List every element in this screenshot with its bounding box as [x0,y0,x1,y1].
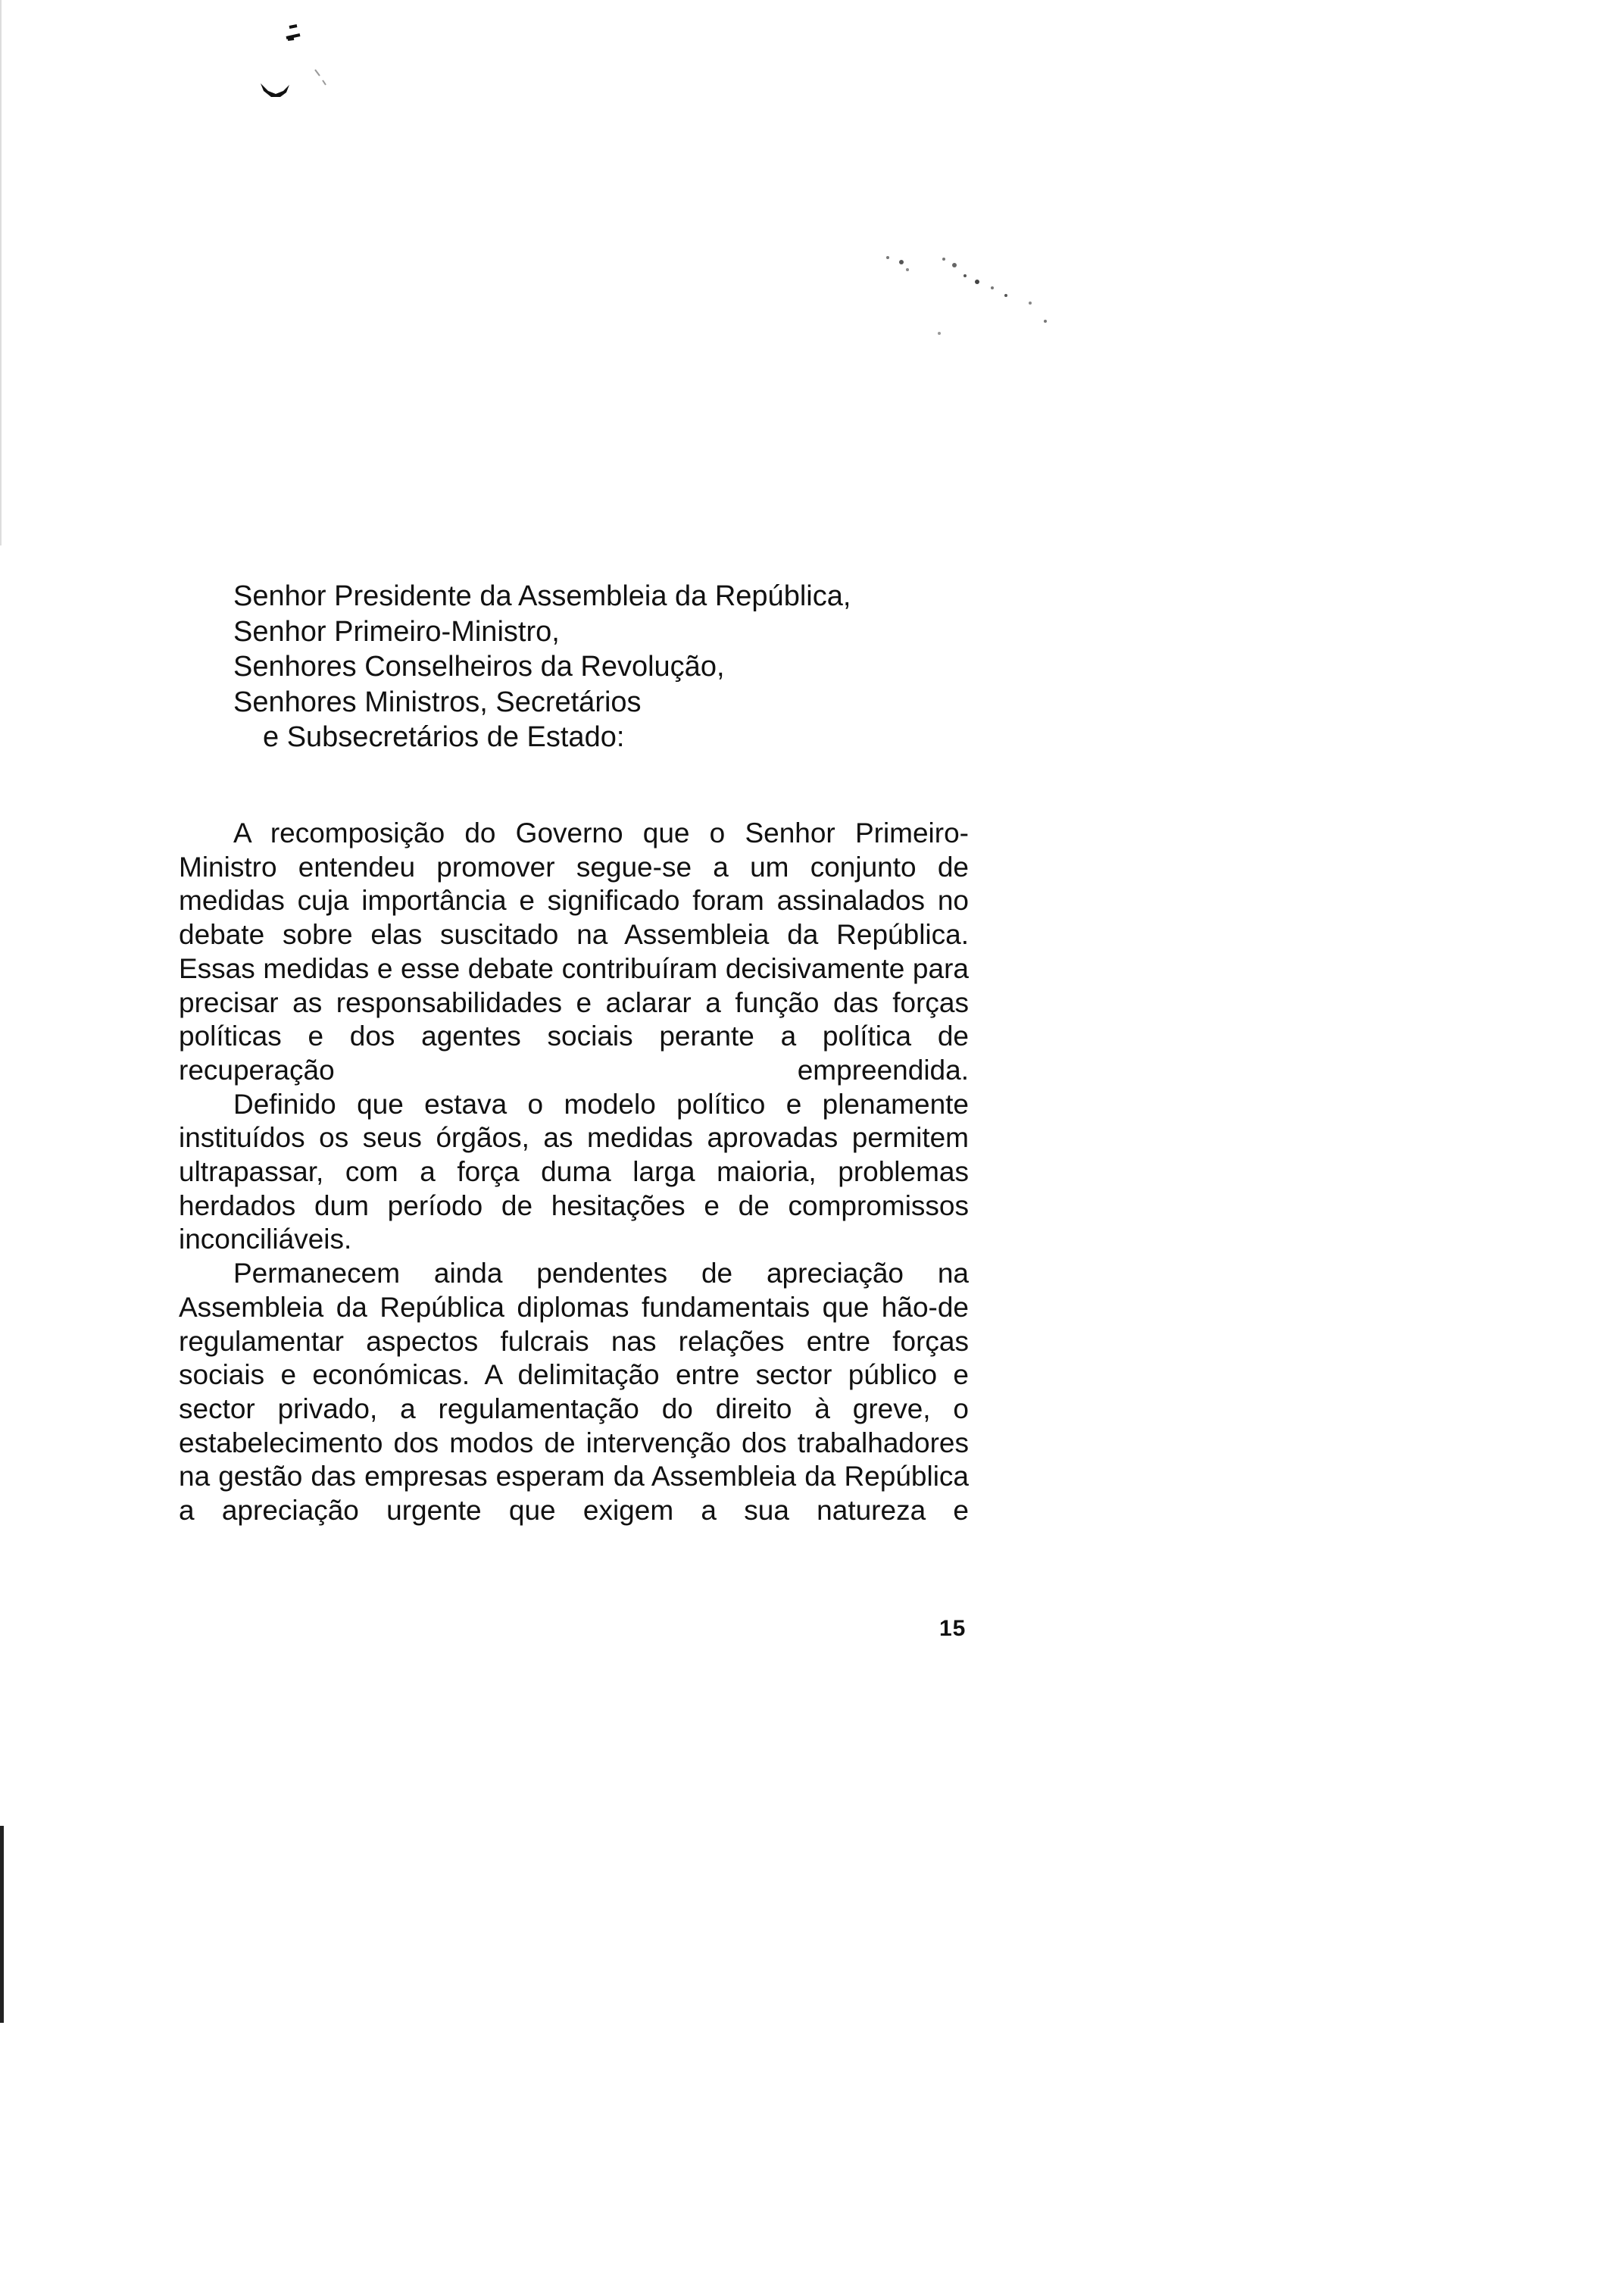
salutation-line: Senhor Presidente da Assembleia da República, [233,580,851,612]
salutation-line: Senhores Ministros, Secretários [233,686,642,718]
salutation-line: Senhor Primeiro-Ministro, [233,615,560,648]
body-paragraph: Definido que estava o modelo político e plenamente instituídos os seus órgãos, as medidas aprovadas permitem ultrapassar, com a força duma larga maioria, problemas herdados dum período de hesitações e de compromissos inconciliáveis. [179,1088,969,1255]
salutation-line: e Subsecretários de Estado: [263,721,625,753]
scan-artifact-specks [871,242,1098,356]
body-text [179,817,969,1528]
scan-artifact-mark [250,21,333,105]
scan-edge-shadow [0,0,2,545]
scan-edge-line [0,1826,4,2023]
body-paragraph: Permanecem ainda pendentes de apreciação na Assembleia da República diplomas fundamentais que hão-de regulamentar aspectos fulcrais nas relações entre forças sociais e económicas. A delimitação entre sector público e sector privado, a regulamentação do direito à greve, o estabelecimento dos modos de intervenção dos trabalhadores na gestão das empresas esperam da Assembleia da República a apreciação urgente que exigem a sua natureza e [179,1258,969,1527]
salutation-block [233,579,851,755]
salutation-line: Senhores Conselheiros da Revolução, [233,651,725,683]
page-number: 15 [939,1616,967,1641]
body-paragraph: A recomposição do Governo que o Senhor Primeiro-Ministro entendeu promover segue-se a um conjunto de medidas cuja importância e significado foram assinalados no debate sobre elas suscitado na Assembleia da República. Essas medidas e esse debate contribuíram decisivamente para precisar as responsabilidades e aclarar a função das forças políticas e dos agentes sociais perante a política de recuperação empreendida. [179,817,969,1086]
